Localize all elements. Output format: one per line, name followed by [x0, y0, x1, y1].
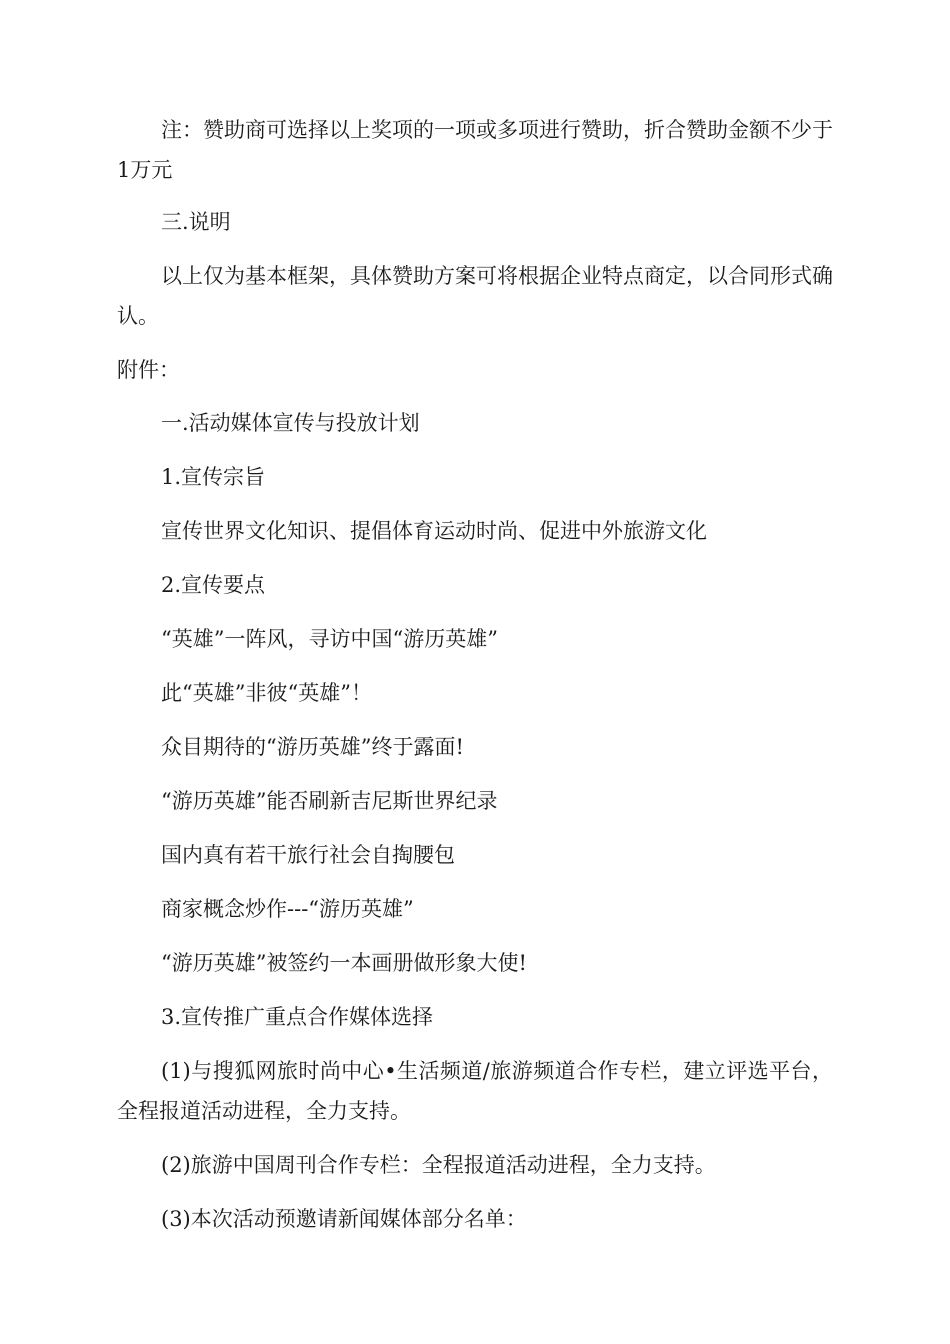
purpose-text: 宣传世界文化知识、提倡体育运动时尚、促进中外旅游文化: [161, 519, 707, 543]
section-3-heading: 三.说明: [161, 210, 231, 234]
key-point-line: 商家概念炒作---“游历英雄”: [161, 897, 414, 921]
sponsor-note-paragraph: 注：赞助商可选择以上奖项的一项或多项进行赞助，折合赞助金额不少于1万元: [117, 118, 833, 182]
attachment-label: 附件：: [117, 358, 180, 382]
subheading-key-points: 2.宣传要点: [161, 573, 266, 597]
description-paragraph: 以上仅为基本框架，具体赞助方案可将根据企业特点商定，以合同形式确认。: [117, 264, 833, 328]
key-point-line: “英雄”一阵风，寻访中国“游历英雄”: [161, 627, 498, 651]
media-item-sohu: (1)与搜狐网旅时尚中心•生活频道/旅游频道合作专栏，建立评选平台，全程报道活动进程，全力支持。: [117, 1059, 833, 1123]
key-point-line: “游历英雄”能否刷新吉尼斯世界纪录: [161, 789, 498, 813]
subheading-media-partners: 3.宣传推广重点合作媒体选择: [161, 1005, 434, 1029]
media-item-travel-china-weekly: (2)旅游中国周刊合作专栏：全程报道活动进程，全力支持。: [161, 1153, 716, 1177]
key-point-line: 国内真有若干旅行社会自掏腰包: [161, 843, 455, 867]
key-point-line: 众目期待的“游历英雄”终于露面!: [161, 735, 464, 759]
media-item-invited-list: (3)本次活动预邀请新闻媒体部分名单：: [161, 1207, 527, 1231]
attachment-section-1-heading: 一.活动媒体宣传与投放计划: [161, 411, 420, 435]
key-point-line: “游历英雄”被签约一本画册做形象大使!: [161, 951, 527, 975]
subheading-purpose: 1.宣传宗旨: [161, 465, 266, 489]
key-point-line: 此“英雄”非彼“英雄”！: [161, 681, 372, 705]
